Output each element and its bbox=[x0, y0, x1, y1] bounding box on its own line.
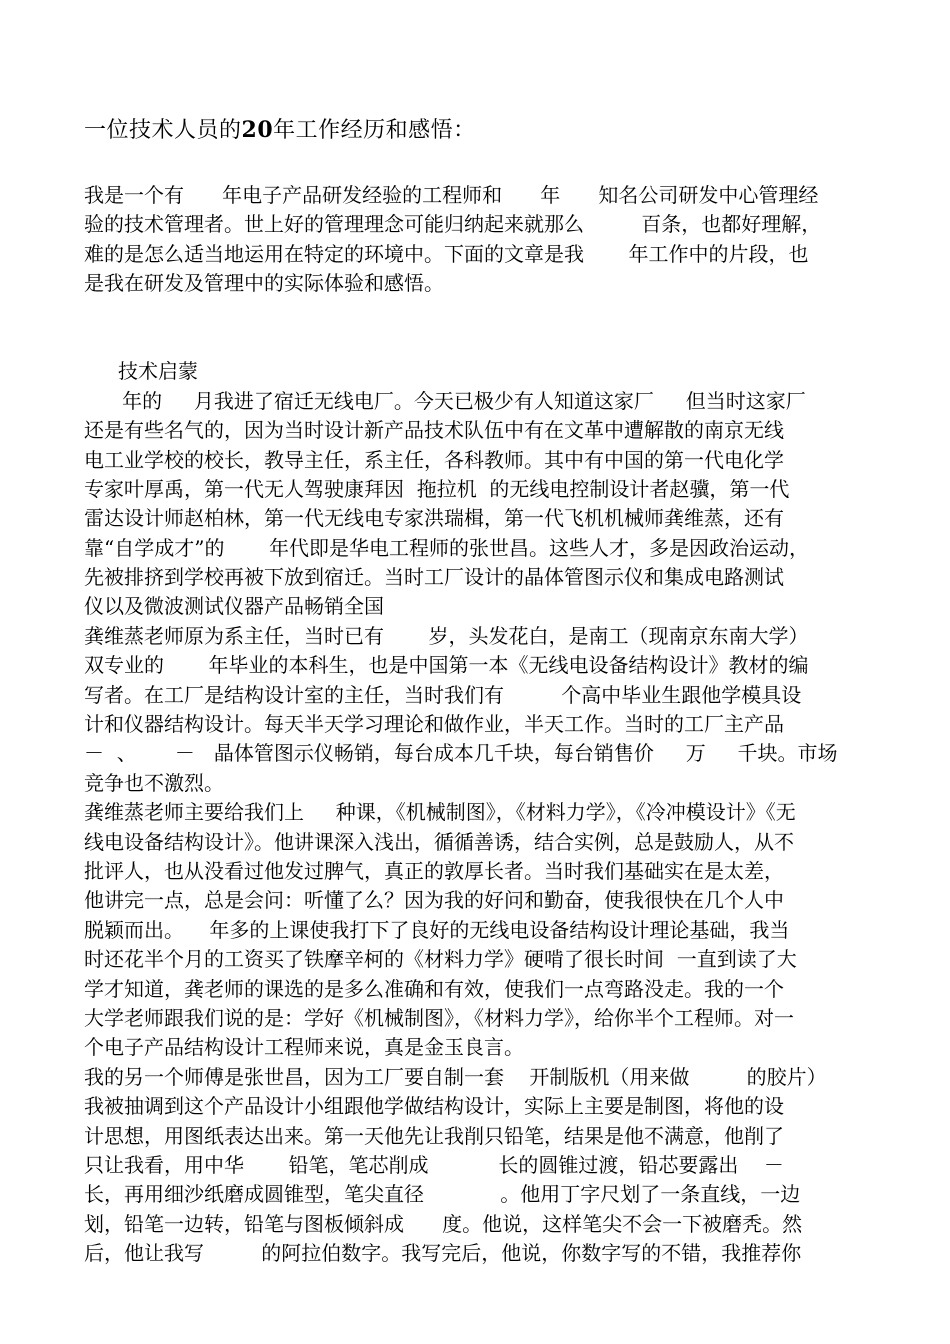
text-line: 我被抽调到这个产品设计小组跟他学做结构设计，实际上主要是制图，将他的设 bbox=[84, 1094, 784, 1119]
section-heading: 技术启蒙 bbox=[118, 359, 198, 384]
text-line: 靠“自学成才”的 年代即是华电工程师的张世昌。这些人才，多是因政治运动， bbox=[84, 535, 809, 560]
title-suffix: 年工作经历和感悟： bbox=[273, 118, 476, 143]
text-line: 学才知道，龚老师的课选的是多么准确和有效，使我们一点弯路没走。我的一个 bbox=[84, 976, 784, 1001]
text-line: 划，铅笔一边转，铅笔与图板倾斜成 度。他说，这样笔尖不会一下被磨秃。然 bbox=[84, 1211, 803, 1236]
text-line: 雷达设计师赵柏林，第一代无线电专家洪瑞楫，第一代飞机机械师龚维蒸，还有 bbox=[84, 506, 784, 531]
text-line: 专家叶厚禹，第一代无人驾驶康拜因 拖拉机 的无线电控制设计者赵骥，第一代 bbox=[84, 476, 790, 501]
text-line: 难的是怎么适当地运用在特定的环境中。下面的文章是我 年工作中的片段，也 bbox=[84, 241, 809, 266]
text-line: 是我在研发及管理中的实际体验和感悟。 bbox=[84, 271, 444, 296]
text-line: 电工业学校的校长，教导主任，系主任，各科教师。其中有中国的第一代电化学 bbox=[84, 447, 784, 472]
text-line: 长，再用细沙纸磨成圆锥型，笔尖直径 。他用丁字尺划了一条直线，一边 bbox=[84, 1182, 801, 1207]
text-line: 还是有些名气的，因为当时设计新产品技术队伍中有在文革中遭解散的南京无线 bbox=[84, 418, 784, 443]
title-prefix: 一位技术人员的 bbox=[84, 118, 242, 143]
text-line: 个电子产品结构设计工程师来说，真是金玉良言。 bbox=[84, 1035, 524, 1060]
blank-line bbox=[84, 328, 874, 357]
text-line: 竞争也不激烈。 bbox=[84, 770, 224, 795]
text-line: 年的 月我进了宿迁无线电厂。今天已极少有人知道这家厂 但当时这家厂 bbox=[84, 388, 806, 413]
text-line: 计和仪器结构设计。每天半天学习理论和做作业，半天工作。当时的工厂主产品 bbox=[84, 712, 784, 737]
text-line: 写者。在工厂是结构设计室的主任，当时我们有 个高中毕业生跟他学模具设 bbox=[84, 682, 802, 707]
text-line: 只让我看，用中华 铅笔，笔芯削成 长的圆锥过渡，铅芯要露出 － bbox=[84, 1152, 784, 1177]
document-body bbox=[84, 181, 874, 1268]
text-line: 脱颖而出。 年多的上课使我打下了良好的无线电设备结构设计理论基础，我当 bbox=[84, 917, 790, 942]
text-line: 线电设备结构设计》。他讲课深入浅出，循循善诱，结合实例，总是鼓励人，从不 bbox=[84, 829, 794, 854]
document-title bbox=[84, 115, 476, 146]
text-line: 双专业的 年毕业的本科生，也是中国第一本《无线电设备结构设计》教材的编 bbox=[84, 653, 809, 678]
text-line: 我的另一个师傅是张世昌，因为工厂要自制一套 开制版机（用来做 的胶片） bbox=[84, 1064, 827, 1089]
text-line: 他讲完一点，总是会问：听懂了么？因为我的好问和勤奋，使我很快在几个人中 bbox=[84, 888, 784, 913]
text-line: 仪以及微波测试仪器产品畅销全国 bbox=[84, 594, 384, 619]
text-line: 批评人，也从没看过他发过脾气，真正的敦厚长者。当时我们基础实在是太差， bbox=[84, 858, 784, 883]
text-line: 龚维蒸老师原为系主任，当时已有 岁，头发花白，是南工（现南京东南大学） bbox=[84, 623, 809, 648]
text-line: 大学老师跟我们说的是：学好《机械制图》，《材料力学》，给你半个工程师。对一 bbox=[84, 1005, 794, 1030]
text-line: 时还花半个月的工资买了铁摩辛柯的《材料力学》硬啃了很长时间 一直到读了大 bbox=[84, 947, 797, 972]
text-line: － 、 － 晶体管图示仪畅销，每台成本几千块，每台销售价 万 千块。市场 bbox=[84, 741, 838, 766]
text-line: 后，他让我写 的阿拉伯数字。我写完后，他说，你数字写的不错，我推荐你 bbox=[84, 1241, 802, 1266]
text-line: 龚维蒸老师主要给我们上 种课，《机械制图》，《材料力学》，《冷冲模设计》《无 bbox=[84, 800, 796, 825]
blank-line bbox=[84, 299, 874, 328]
text-line: 先被排挤到学校再被下放到宿迁。当时工厂设计的晶体管图示仪和集成电路测试 bbox=[84, 565, 784, 590]
title-number: 20 bbox=[241, 117, 274, 143]
text-line: 我是一个有 年电子产品研发经验的工程师和 年 知名公司研发中心管理经 bbox=[84, 183, 819, 207]
text-line: 验的技术管理者。世上好的管理理念可能归纳起来就那么 百条，也都好理解， bbox=[84, 212, 822, 237]
text-line: 计思想，用图纸表达出来。第一天他先让我削只铅笔，结果是他不满意，他削了 bbox=[84, 1123, 784, 1148]
